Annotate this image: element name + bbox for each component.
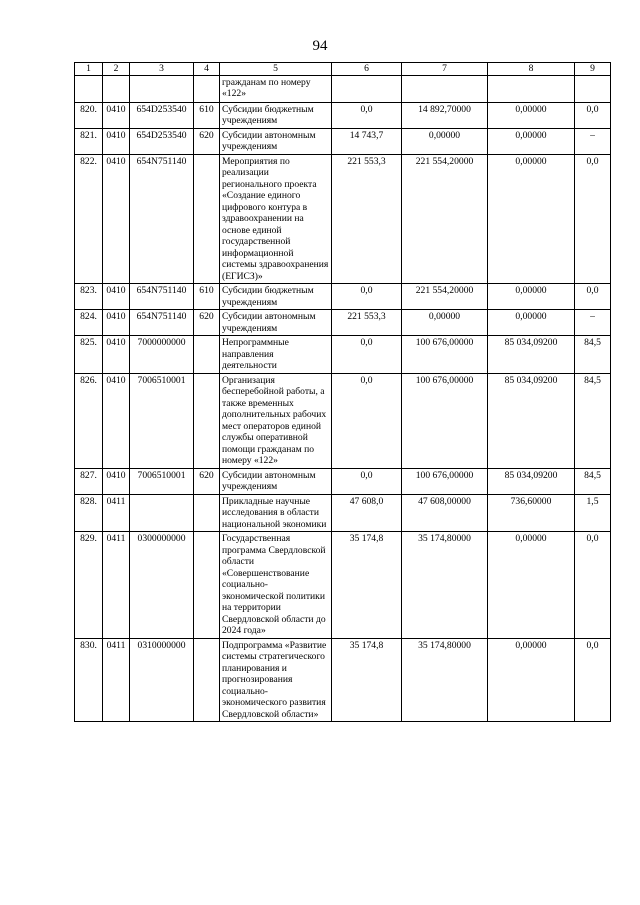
cell-c9: 1,5 bbox=[575, 494, 611, 532]
cell-type: 620 bbox=[194, 128, 220, 154]
cell-c7: 221 554,20000 bbox=[402, 154, 488, 284]
cell-target: 654N751140 bbox=[130, 310, 194, 336]
cell-c9: 0,0 bbox=[575, 638, 611, 722]
cell-target: 654D253540 bbox=[130, 128, 194, 154]
cell-c9: – bbox=[575, 310, 611, 336]
table-row bbox=[75, 284, 611, 310]
cell-c9: 0,0 bbox=[575, 532, 611, 639]
cell-c6: 14 743,7 bbox=[332, 128, 402, 154]
cell-type bbox=[194, 154, 220, 284]
column-header: 6 bbox=[332, 63, 402, 76]
cell-c8: 0,00000 bbox=[488, 102, 575, 128]
column-header: 2 bbox=[103, 63, 130, 76]
cell-name: Мероприятия по реализации регионального проекта «Создание единого цифрового контура в здравоохранении на основе единой государственной информационной системы здравоохранения (ЕГИСЗ)» bbox=[220, 154, 332, 284]
cell-name: Непрограммные направления деятельности bbox=[220, 336, 332, 374]
cell-num: 820. bbox=[75, 102, 103, 128]
cell-c8: 85 034,09200 bbox=[488, 336, 575, 374]
cell-num: 825. bbox=[75, 336, 103, 374]
cell-c6: 35 174,8 bbox=[332, 638, 402, 722]
cell-c6: 0,0 bbox=[332, 468, 402, 494]
cell-c6: 221 553,3 bbox=[332, 154, 402, 284]
table-row bbox=[75, 532, 611, 639]
table-row bbox=[75, 494, 611, 532]
cell-section: 0410 bbox=[103, 102, 130, 128]
cell-type: 610 bbox=[194, 284, 220, 310]
cell-section: 0410 bbox=[103, 310, 130, 336]
cell-target: 7000000000 bbox=[130, 336, 194, 374]
cell-section: 0411 bbox=[103, 494, 130, 532]
cell-c7: 14 892,70000 bbox=[402, 102, 488, 128]
table-row bbox=[75, 468, 611, 494]
cell-c8: 85 034,09200 bbox=[488, 468, 575, 494]
column-header: 4 bbox=[194, 63, 220, 76]
cell-type bbox=[194, 373, 220, 468]
cell-type bbox=[194, 494, 220, 532]
cell-c8 bbox=[488, 75, 575, 102]
cell-c7: 221 554,20000 bbox=[402, 284, 488, 310]
cell-name: Субсидии бюджетным учреждениям bbox=[220, 102, 332, 128]
cell-target: 7006510001 bbox=[130, 373, 194, 468]
cell-name: Субсидии автономным учреждениям bbox=[220, 468, 332, 494]
cell-name: Подпрограмма «Развитие системы стратегического планирования и прогнозирования социально-экономического развития Свердловской области» bbox=[220, 638, 332, 722]
table-row bbox=[75, 102, 611, 128]
cell-target bbox=[130, 75, 194, 102]
cell-section: 0411 bbox=[103, 532, 130, 639]
cell-section: 0410 bbox=[103, 128, 130, 154]
cell-c6: 35 174,8 bbox=[332, 532, 402, 639]
cell-c7: 0,00000 bbox=[402, 128, 488, 154]
cell-c8: 736,60000 bbox=[488, 494, 575, 532]
cell-target: 0300000000 bbox=[130, 532, 194, 639]
table-row bbox=[75, 154, 611, 284]
cell-name: Государственная программа Свердловской области «Совершенствование социально-экономической политики на территории Свердловской области до 2024 года» bbox=[220, 532, 332, 639]
cell-num: 828. bbox=[75, 494, 103, 532]
cell-c6: 47 608,0 bbox=[332, 494, 402, 532]
cell-num: 822. bbox=[75, 154, 103, 284]
header-row bbox=[75, 63, 611, 76]
cell-c8: 0,00000 bbox=[488, 154, 575, 284]
cell-name: Организация бесперебойной работы, а также временных дополнительных рабочих мест операторов единой службы оперативной помощи гражданам по номеру «122» bbox=[220, 373, 332, 468]
cell-type: 620 bbox=[194, 468, 220, 494]
page-number: 94 bbox=[312, 38, 328, 54]
cell-section: 0411 bbox=[103, 638, 130, 722]
table-body bbox=[75, 75, 611, 722]
column-header: 1 bbox=[75, 63, 103, 76]
cell-type: 610 bbox=[194, 102, 220, 128]
cell-name: Прикладные научные исследования в области национальной экономики bbox=[220, 494, 332, 532]
table-row bbox=[75, 638, 611, 722]
cell-name: Субсидии автономным учреждениям bbox=[220, 128, 332, 154]
cell-type bbox=[194, 532, 220, 639]
cell-c7: 47 608,00000 bbox=[402, 494, 488, 532]
cell-section: 0410 bbox=[103, 336, 130, 374]
cell-target: 654D253540 bbox=[130, 102, 194, 128]
cell-target: 654N751140 bbox=[130, 154, 194, 284]
cell-c6: 0,0 bbox=[332, 284, 402, 310]
column-header: 8 bbox=[488, 63, 575, 76]
cell-c7: 100 676,00000 bbox=[402, 468, 488, 494]
cell-num: 826. bbox=[75, 373, 103, 468]
column-header: 9 bbox=[575, 63, 611, 76]
cell-c8: 0,00000 bbox=[488, 310, 575, 336]
table-row bbox=[75, 310, 611, 336]
cell-c9: 84,5 bbox=[575, 468, 611, 494]
cell-section: 0410 bbox=[103, 284, 130, 310]
cell-num bbox=[75, 75, 103, 102]
cell-c7: 100 676,00000 bbox=[402, 373, 488, 468]
cell-c6: 221 553,3 bbox=[332, 310, 402, 336]
cell-type bbox=[194, 75, 220, 102]
column-header: 7 bbox=[402, 63, 488, 76]
cell-target: 7006510001 bbox=[130, 468, 194, 494]
cell-c9: 0,0 bbox=[575, 154, 611, 284]
cell-type bbox=[194, 336, 220, 374]
cell-num: 827. bbox=[75, 468, 103, 494]
cell-c7: 0,00000 bbox=[402, 310, 488, 336]
table-row bbox=[75, 373, 611, 468]
table-row-continuation bbox=[75, 75, 611, 102]
cell-num: 830. bbox=[75, 638, 103, 722]
cell-name: Субсидии автономным учреждениям bbox=[220, 310, 332, 336]
cell-c6 bbox=[332, 75, 402, 102]
cell-num: 829. bbox=[75, 532, 103, 639]
column-header: 5 bbox=[220, 63, 332, 76]
cell-c7: 35 174,80000 bbox=[402, 638, 488, 722]
cell-target: 654N751140 bbox=[130, 284, 194, 310]
table-row bbox=[75, 128, 611, 154]
cell-c9: 0,0 bbox=[575, 284, 611, 310]
cell-section: 0410 bbox=[103, 154, 130, 284]
table-row bbox=[75, 336, 611, 374]
cell-c9: 84,5 bbox=[575, 373, 611, 468]
cell-c7: 35 174,80000 bbox=[402, 532, 488, 639]
budget-table bbox=[74, 62, 611, 722]
cell-c8: 85 034,09200 bbox=[488, 373, 575, 468]
cell-name: Субсидии бюджетным учреждениям bbox=[220, 284, 332, 310]
cell-c8: 0,00000 bbox=[488, 128, 575, 154]
cell-c7 bbox=[402, 75, 488, 102]
cell-c8: 0,00000 bbox=[488, 284, 575, 310]
cell-c6: 0,0 bbox=[332, 336, 402, 374]
cell-c8: 0,00000 bbox=[488, 532, 575, 639]
cell-target bbox=[130, 494, 194, 532]
cell-num: 821. bbox=[75, 128, 103, 154]
cell-type: 620 bbox=[194, 310, 220, 336]
cell-c6: 0,0 bbox=[332, 102, 402, 128]
column-header: 3 bbox=[130, 63, 194, 76]
cell-c8: 0,00000 bbox=[488, 638, 575, 722]
cell-c9: 0,0 bbox=[575, 102, 611, 128]
cell-target: 0310000000 bbox=[130, 638, 194, 722]
cell-c9: 84,5 bbox=[575, 336, 611, 374]
cell-name: гражданам по номеру «122» bbox=[220, 75, 332, 102]
cell-num: 823. bbox=[75, 284, 103, 310]
cell-section: 0410 bbox=[103, 373, 130, 468]
cell-num: 824. bbox=[75, 310, 103, 336]
cell-section bbox=[103, 75, 130, 102]
cell-c7: 100 676,00000 bbox=[402, 336, 488, 374]
cell-type bbox=[194, 638, 220, 722]
cell-c9 bbox=[575, 75, 611, 102]
cell-section: 0410 bbox=[103, 468, 130, 494]
cell-c6: 0,0 bbox=[332, 373, 402, 468]
cell-c9: – bbox=[575, 128, 611, 154]
